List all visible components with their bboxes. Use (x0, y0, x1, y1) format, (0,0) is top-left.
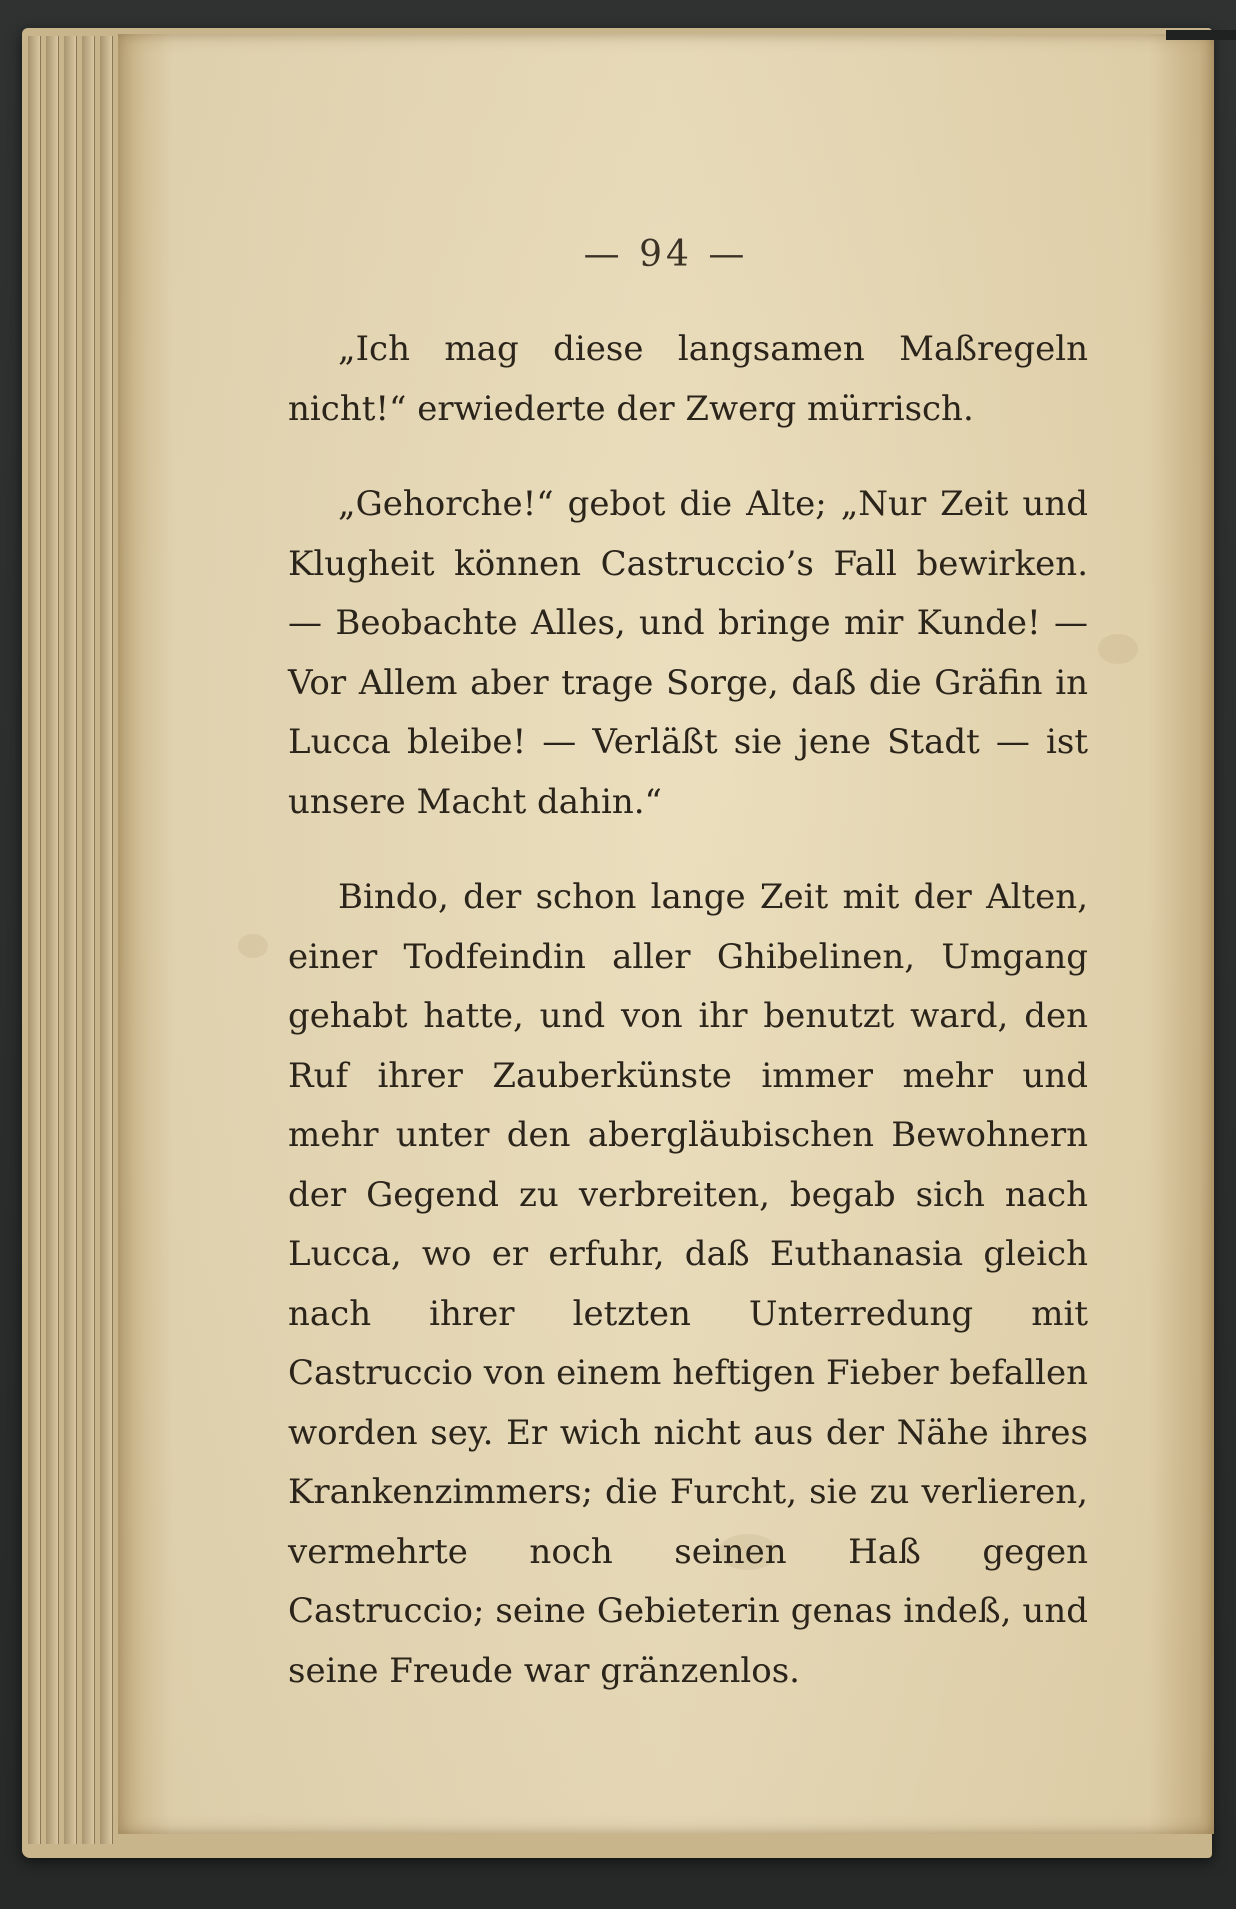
paragraph: „Ich mag diese langsamen Maßregeln nicht!“ erwiederte der Zwerg mürrisch. (288, 329, 1088, 429)
page-edge (28, 36, 41, 1844)
page-edge (100, 36, 113, 1844)
page-number: — 94 — (583, 234, 749, 275)
paragraph: „Gehorche!“ gebot die Alte; „Nur Zeit und Klugheit können Castruccio’s Fall bewirken. — Beobachte Alles, und bringe mir Kunde! — Vor Allem aber trage Sorge, daß die Gräfin in Lucca bleibe! — Verläßt sie jene Stadt — ist unsere Macht dahin.“ (288, 484, 1088, 822)
paper-stain (1098, 634, 1138, 664)
page-edge (82, 36, 95, 1844)
book-page (118, 34, 1214, 1834)
paper-stain (238, 934, 268, 958)
paragraph: Bindo, der schon lange Zeit mit der Alten, einer Todfeindin aller Ghibelinen, Umgang gehabt hatte, und von ihr benutzt ward, den Ruf ihrer Zauberkünste immer mehr und mehr unter den abergläubischen Bewohnern der Gegend zu verbreiten, begab sich nach Lucca, wo er erfuhr, daß Euthanasia gleich nach ihrer letzten Unterredung mit Castruccio von einem heftigen Fieber befallen worden sey. Er wich nicht aus der Nähe ihres Krankenzimmers; die Furcht, sie zu verlieren, vermehrte noch seinen Haß gegen Castruccio; seine Gebieterin genas indeß, und seine Freude war gränzenlos. (288, 877, 1088, 1691)
body-text (288, 320, 1088, 1701)
page-edge (64, 36, 77, 1844)
page-edge (46, 36, 59, 1844)
book-corner-shadow (1166, 30, 1236, 40)
